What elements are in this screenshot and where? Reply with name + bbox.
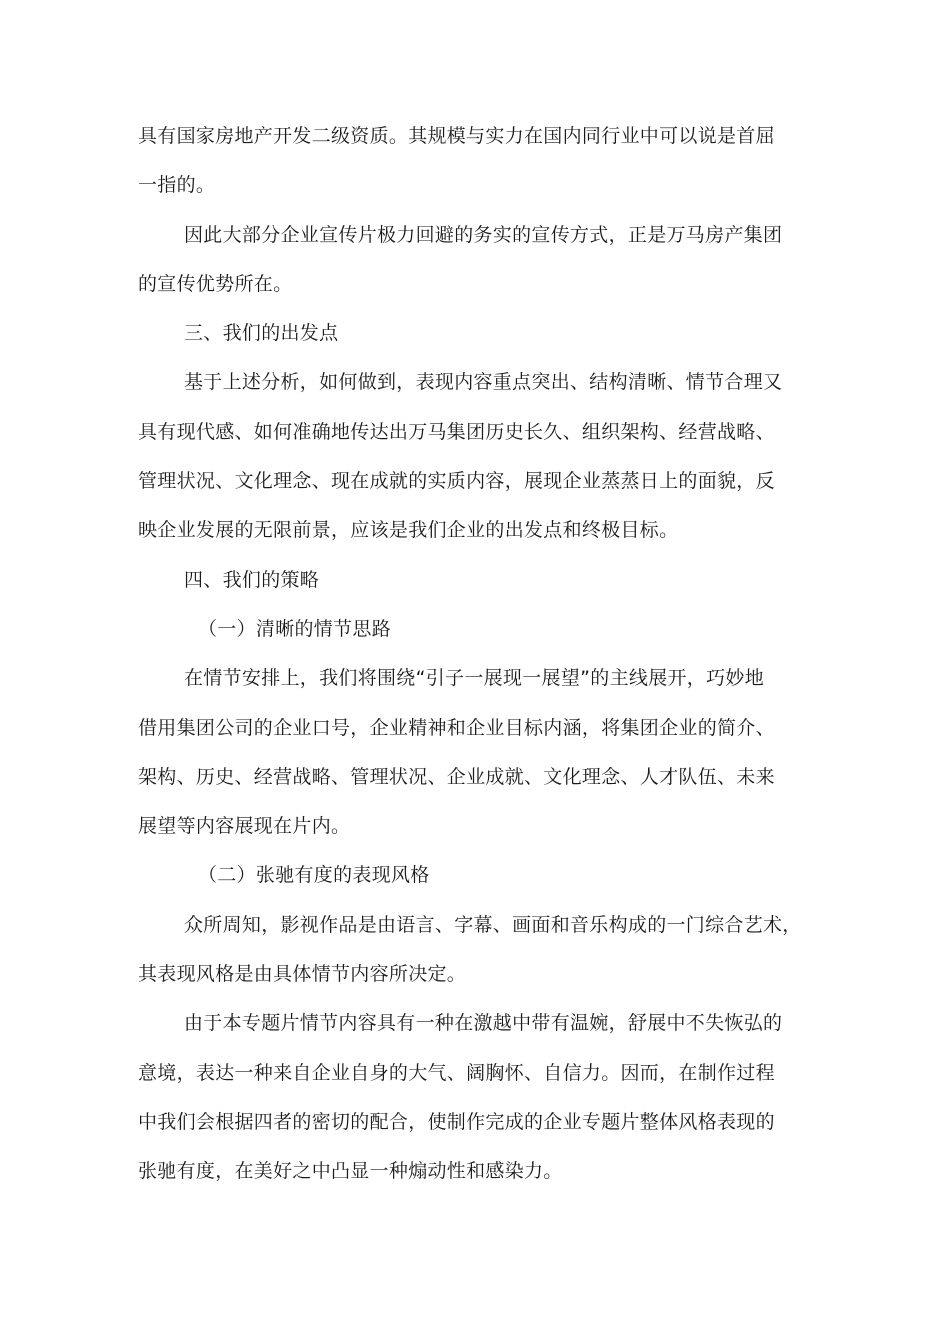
text-line: 因此大部分企业宣传片极力回避的务实的宣传方式，正是万马房产集团	[184, 223, 783, 246]
paragraph-qualification	[138, 112, 818, 211]
section-heading-starting-point	[138, 309, 818, 358]
paragraph-style-intro	[138, 901, 818, 1000]
text-line: 意境，表达一种来自企业自身的大气、阔胸怀、自信力。因而，在制作过程	[138, 1061, 775, 1084]
text-line: 基于上述分析，如何做到，表现内容重点突出、结构清晰、情节合理又	[184, 371, 783, 394]
text-line: 借用集团公司的企业口号，企业精神和企业目标内涵，将集团企业的简介、	[138, 716, 775, 739]
text-line: （一）清晰的情节思路	[198, 617, 392, 640]
text-line: 架构、历史、经营战略、管理状况、企业成就、文化理念、人才队伍、未来	[138, 765, 775, 788]
text-line: （二）张驰有度的表现风格	[198, 864, 430, 887]
text-line: 具有现代感、如何准确地传达出万马集团历史长久、组织架构、经营战略、	[138, 420, 775, 443]
text-line: 映企业发展的无限前景，应该是我们企业的出发点和终极目标。	[138, 519, 679, 542]
text-line: 中我们会根据四者的密切的配合，使制作完成的企业专题片整体风格表现的	[138, 1110, 775, 1133]
text-line: 众所周知，影视作品是由语言、字幕、画面和音乐构成的一门综合艺术，	[184, 913, 802, 936]
paragraph-style-detail	[138, 999, 818, 1196]
text-line: 展望等内容展现在片内。	[138, 815, 351, 838]
paragraph-starting-point	[138, 358, 818, 555]
paragraph-advantage	[138, 211, 818, 310]
subsection-heading-plot	[138, 605, 818, 654]
text-line: 一指的。	[138, 174, 216, 197]
text-line: 三、我们的出发点	[184, 322, 339, 345]
text-line: 其表现风格是由具体情节内容所决定。	[138, 963, 467, 986]
document-page	[138, 112, 818, 1197]
text-line: 管理状况、文化理念、现在成就的实质内容，展现企业蒸蒸日上的面貌，反	[138, 470, 775, 493]
section-heading-strategy	[138, 556, 818, 605]
text-line: 由于本专题片情节内容具有一种在激越中带有温婉，舒展中不失恢弘的	[184, 1012, 783, 1035]
text-line: 具有国家房地产开发二级资质。其规模与实力在国内同行业中可以说是首屈	[138, 125, 775, 147]
paragraph-plot	[138, 654, 818, 851]
text-line: 四、我们的策略	[184, 568, 320, 591]
text-line: 张驰有度，在美好之中凸显一种煽动性和感染力。	[138, 1160, 563, 1183]
subsection-heading-style	[138, 851, 818, 900]
text-line: 的宣传优势所在。	[138, 272, 293, 295]
text-line: 在情节安排上，我们将围绕“引子一展现一展望”的主线展开，巧妙地	[184, 667, 764, 690]
